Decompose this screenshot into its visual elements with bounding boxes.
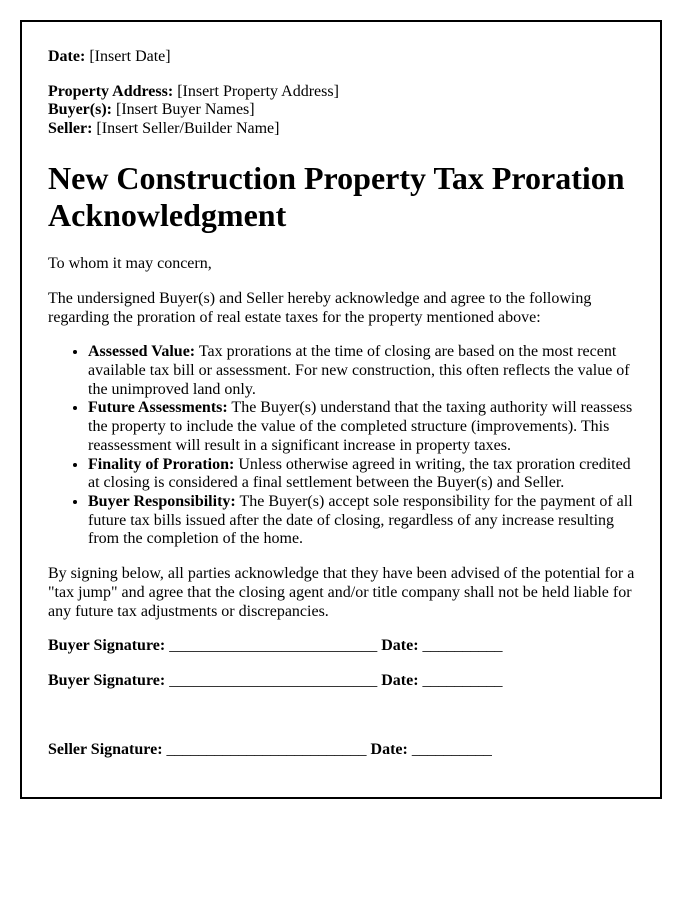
- seller-date-line: __________: [411, 740, 492, 758]
- seller-date-label: Date:: [370, 740, 408, 758]
- document-title: New Construction Property Tax Proration Acknowledgment: [48, 159, 625, 233]
- list-item-future-assessments: [88, 399, 636, 455]
- date-field: [48, 48, 636, 67]
- bullet-text-finality-of-proration: Unless otherwise agreed in writing, the tax proration credited at closing is considered a final settlement between the Buyer(s) and Seller.: [88, 455, 631, 492]
- property-address-label: Property Address:: [48, 82, 174, 100]
- list-item-buyer-responsibility: [88, 493, 636, 549]
- buyer-signature-line-2: __________________________: [169, 672, 378, 690]
- buyer-date-line-1: __________: [422, 637, 503, 655]
- seller-signature-line: _________________________: [166, 740, 367, 758]
- document-frame: [20, 20, 662, 799]
- buyer-date-label-1: Date:: [381, 637, 419, 655]
- signature-section-spacer: [48, 707, 636, 725]
- bullet-text-buyer-responsibility: The Buyer(s) accept sole responsibility for the payment of all future tax bills issued after the date of closing, regardless of any increase resulting from the completion of the home.: [88, 493, 633, 548]
- property-address-value: [Insert Property Address]: [177, 82, 339, 100]
- buyer-signature-label-1: Buyer Signature:: [48, 637, 166, 655]
- bullet-label-future-assessments: Future Assessments:: [88, 399, 228, 417]
- seller-value: [Insert Seller/Builder Name]: [96, 120, 280, 138]
- buyers-value: [Insert Buyer Names]: [115, 101, 255, 119]
- bullet-label-finality-of-proration: Finality of Proration:: [88, 455, 235, 473]
- terms-list: [48, 343, 636, 549]
- party-fields: [48, 83, 636, 139]
- closing-paragraph: By signing below, all parties acknowledge that they have been advised of the potential for a "tax jump" and agree that the closing agent and/or title company shall not be held liable for any future tax adjustments or discrepancies.: [48, 565, 635, 620]
- buyer-signature-row-1: [48, 637, 636, 656]
- buyers-label: Buyer(s):: [48, 101, 112, 119]
- buyer-signature-row-2: [48, 672, 636, 691]
- bullet-label-buyer-responsibility: Buyer Responsibility:: [88, 493, 236, 510]
- buyer-date-label-2: Date:: [381, 672, 419, 690]
- salutation: To whom it may concern,: [48, 255, 212, 273]
- seller-label: Seller:: [48, 120, 93, 138]
- seller-signature-row: [48, 741, 636, 760]
- intro-paragraph: The undersigned Buyer(s) and Seller hereby acknowledge and agree to the following regarding the proration of real estate taxes for the property mentioned above:: [48, 289, 592, 326]
- date-field-label: Date:: [48, 48, 86, 65]
- buyer-signature-label-2: Buyer Signature:: [48, 672, 166, 690]
- bullet-text-assessed-value: Tax prorations at the time of closing are based on the most recent available tax bill or assessment. For new construction, this often reflects the value of the unimproved land only.: [88, 343, 630, 398]
- buyer-date-line-2: __________: [422, 672, 503, 690]
- buyer-signature-line-1: __________________________: [169, 637, 378, 655]
- list-item-finality-of-proration: [88, 456, 636, 493]
- list-item-assessed-value: [88, 343, 636, 399]
- bullet-label-assessed-value: Assessed Value:: [88, 343, 196, 361]
- seller-signature-label: Seller Signature:: [48, 740, 163, 758]
- date-field-value: [Insert Date]: [89, 48, 171, 65]
- bullet-text-future-assessments: The Buyer(s) understand that the taxing authority will reassess the property to include the value of the completed structure (improvements). This reassessment will result in a significant increase in property taxes.: [88, 399, 633, 454]
